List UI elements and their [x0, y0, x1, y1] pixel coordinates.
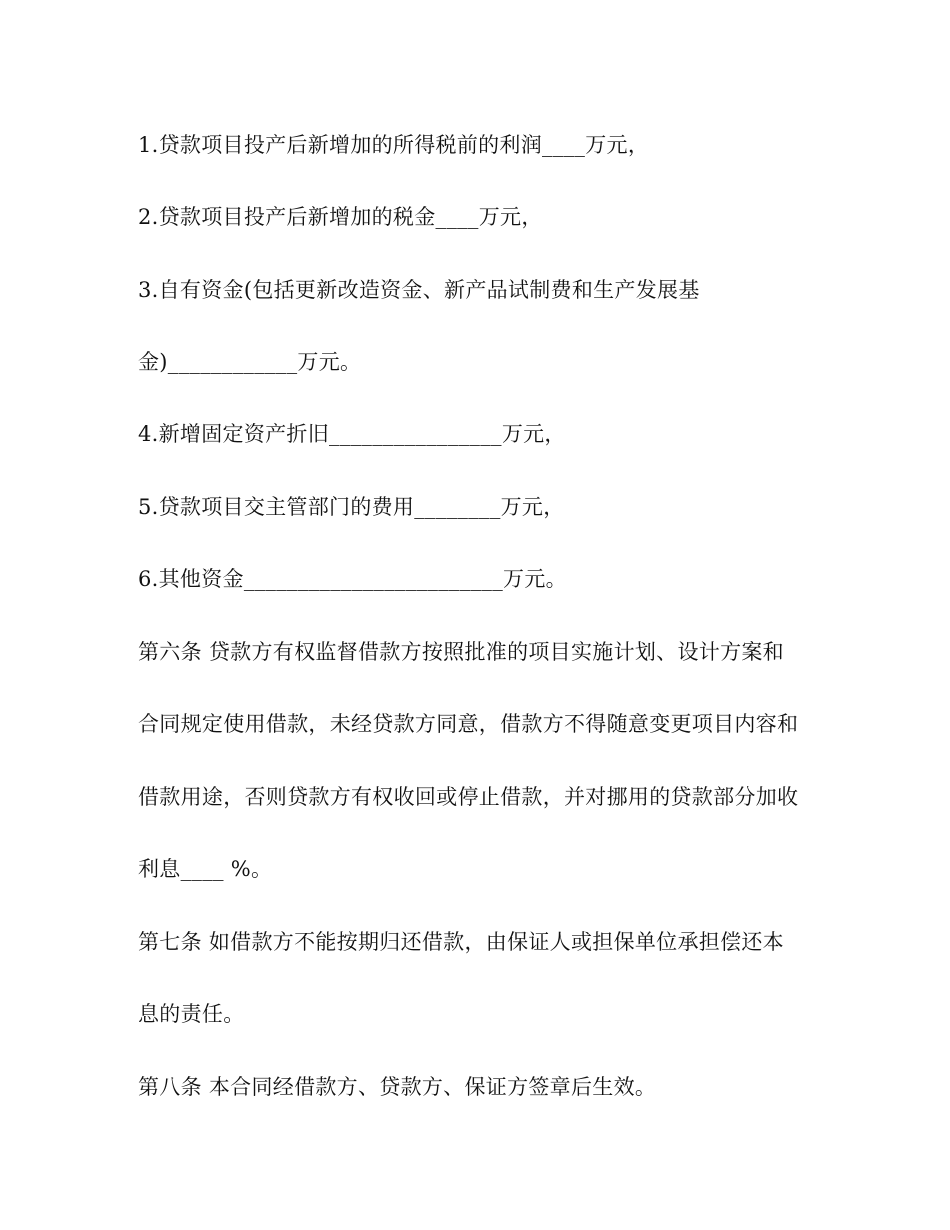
item-3-own-funds: 3.自有资金(包括更新改造资金、新产品试制费和生产发展基 — [138, 278, 700, 302]
article-6-line-3: 借款用途，否则贷款方有权收回或停止借款，并对挪用的贷款部分加收 — [138, 785, 799, 809]
item-4-depreciation: 4.新增固定资产折旧________________万元， — [138, 422, 566, 446]
item-2-tax: 2.贷款项目投产后新增加的税金____万元， — [138, 205, 543, 229]
item-3-own-funds-continued: 金)____________万元。 — [138, 350, 362, 374]
item-5-department-fees: 5.贷款项目交主管部门的费用________万元， — [138, 495, 565, 519]
article-7-line-1: 第七条 如借款方不能按期归还借款，由保证人或担保单位承担偿还本 — [138, 930, 784, 954]
item-6-other-funds: 6.其他资金________________________万元。 — [138, 567, 567, 591]
item-1-pretax-profit: 1.贷款项目投产后新增加的所得税前的利润____万元， — [138, 133, 650, 157]
article-6-line-2: 合同规定使用借款，未经贷款方同意，借款方不得随意变更项目内容和 — [138, 712, 799, 736]
article-8: 第八条 本合同经借款方、贷款方、保证方签章后生效。 — [138, 1075, 657, 1099]
article-6-line-4: 利息____ %。 — [138, 857, 273, 881]
article-7-line-2: 息的责任。 — [138, 1002, 245, 1026]
article-6-line-1: 第六条 贷款方有权监督借款方按照批准的项目实施计划、设计方案和 — [138, 640, 784, 664]
